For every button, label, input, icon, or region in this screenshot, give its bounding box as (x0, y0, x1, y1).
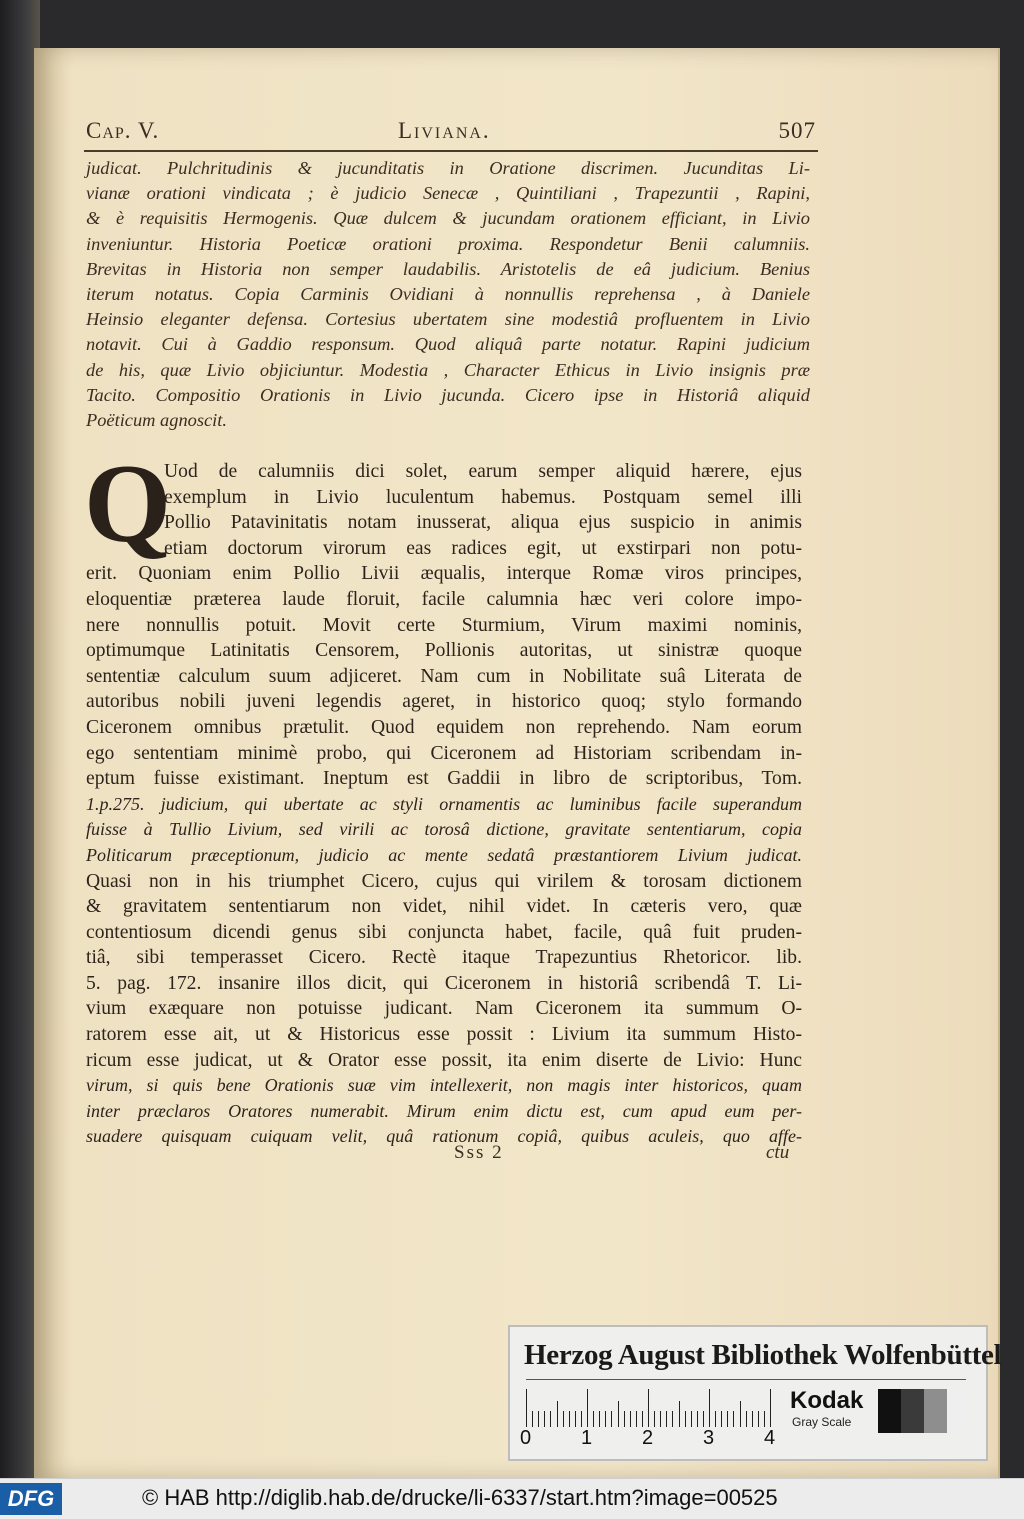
ruler-tick (648, 1389, 649, 1427)
kodak-logo: Kodak (790, 1387, 864, 1414)
ruler-tick (605, 1411, 606, 1427)
ruler-tick (721, 1411, 722, 1427)
ruler-tick (538, 1411, 539, 1427)
ruler-tick (715, 1411, 716, 1427)
signature-mark: Sss 2 (454, 1142, 504, 1163)
gray-swatch (924, 1389, 947, 1433)
summary-line: & è requisitis Hermogenis. Quæ dulcem & jucundam orationem efficiant, in Livio (86, 208, 810, 229)
running-title: Liviana. (398, 118, 491, 143)
ruler-number: 4 (764, 1427, 776, 1449)
text-line: erit. Quoniam enim Pollio Livii æqualis, interque Romæ viros principes, (86, 563, 802, 585)
ruler-tick (691, 1411, 692, 1427)
text-line: ratorem esse ait, ut & Historicus esse possit : Livium ita summum Histo- (86, 1024, 802, 1046)
ruler-tick (557, 1401, 558, 1427)
chapter-summary (86, 156, 810, 433)
text-line: eptum fuisse existimant. Ineptum est Gaddii in libro de scriptoribus, Tom. (86, 768, 802, 790)
gray-swatch (947, 1389, 970, 1433)
ruler-tick (618, 1401, 619, 1427)
ruler-tick (593, 1411, 594, 1427)
header-rule (84, 150, 818, 152)
catchword: ctu (766, 1142, 790, 1163)
ruler-number: 1 (581, 1427, 593, 1449)
text-line: ricum esse judicat, ut & Orator esse possit, ita enim diserte de Livio: Hunc (86, 1049, 802, 1071)
text-line: 1.p.275. judicium, qui ubertate ac styli ornamentis ac luminibus facile superandum (86, 793, 802, 814)
text-line: exemplum in Livio luculentum habemus. Postquam semel illi (164, 486, 802, 508)
ruler-tick (611, 1411, 612, 1427)
running-header (86, 118, 816, 148)
ruler-tick (770, 1389, 771, 1427)
target-divider (526, 1379, 966, 1380)
summary-line: judicat. Pulchritudinis & jucunditatis in Oratione discrimen. Jucunditas Li- (86, 158, 810, 178)
ruler-tick (733, 1411, 734, 1427)
summary-line: Poëticum agnoscit. (86, 410, 227, 431)
text-line: Quasi non in his triumphet Cicero, cujus qui virilem & torosam dictionem (86, 870, 802, 892)
ruler-tick (764, 1411, 765, 1427)
text-line: Ciceronem omnibus prætulit. Quod equidem non reprehendo. Nam eorum (86, 716, 802, 738)
text-line: & gravitatem sententiarum non videt, nihil videt. In cæteris vero, quæ (86, 896, 802, 918)
gray-scale-label: Gray Scale (792, 1415, 852, 1429)
text-line: suadere quisquam cuiquam velit, quâ rationum copiâ, quibus aculeis, quo affe- (86, 1126, 802, 1147)
ruler-tick (685, 1411, 686, 1427)
text-line: eloquentiæ præterea laude floruit, facile calumnia hæc veri colore impo- (86, 588, 802, 610)
summary-line: vianæ orationi vindicata ; è judicio Senecæ , Quintiliani , Trapezuntii , Rapini, (86, 183, 810, 204)
ruler-tick (624, 1411, 625, 1427)
ruler-tick (563, 1411, 564, 1427)
ruler-tick (679, 1401, 680, 1427)
ruler-number: 3 (703, 1427, 715, 1449)
ruler-tick (703, 1411, 704, 1427)
text-line: inter præclaros Oratores numerabit. Mirum enim dictu est, cum apud eum per- (86, 1100, 802, 1121)
summary-line: inveniuntur. Historia Poeticæ orationi proxima. Respondetur Benii calumniis. (86, 233, 810, 254)
text-line: 5. pag. 172. insanire illos dicit, qui Ciceronem in historiâ scribendâ T. Li- (86, 972, 802, 994)
text-line: Politicarum præceptionum, judicio ac mente sedatâ præstantiorem Livium judicat. (86, 844, 802, 865)
color-target-card (508, 1325, 1002, 1461)
ruler-tick (575, 1411, 576, 1427)
main-text (86, 459, 802, 1150)
ruler-tick (752, 1411, 753, 1427)
ruler-tick (630, 1411, 631, 1427)
ruler-tick (581, 1411, 582, 1427)
page-number: 507 (778, 118, 816, 143)
ruler-number: 0 (520, 1427, 532, 1449)
text-line: contentiosum dicendi genus sibi conjuncta habet, facile, quâ fuit pruden- (86, 921, 802, 943)
summary-line: Brevitas in Historia non semper laudabilis. Aristotelis de eâ judicium. Benius (86, 258, 810, 279)
text-line: ego sententiam minimè probo, qui Ciceronem ad Historiam scribendam in- (86, 742, 802, 764)
gray-swatch (878, 1389, 901, 1433)
ruler-tick (746, 1411, 747, 1427)
text-line: virum, si quis bene Orationis suæ vim intellexerit, non magis inter historicos, quam (86, 1075, 802, 1096)
copyright-url[interactable]: © HAB http://diglib.hab.de/drucke/li-6337/start.htm?image=00525 (142, 1485, 778, 1510)
summary-line: Tacito. Compositio Orationis in Livio jucunda. Cicero ipse in Historiâ aliquid (86, 384, 810, 405)
ruler-tick (636, 1411, 637, 1427)
ruler-tick (758, 1411, 759, 1427)
ruler-tick (569, 1411, 570, 1427)
text-line: Uod de calumniis dici solet, earum semper aliquid hærere, ejus (164, 461, 802, 482)
text-line: tiâ, sibi temperasset Cicero. Rectè itaque Trapezuntius Rhetoricor. lib. (86, 947, 802, 969)
drop-capital: Q (84, 442, 172, 566)
library-name: Herzog August Bibliothek Wolfenbüttel (524, 1339, 1002, 1371)
ruler-tick (642, 1411, 643, 1427)
ruler-tick (727, 1411, 728, 1427)
text-line: nere nonnullis potuit. Movit certe Sturmium, Virum maximi nominis, (86, 614, 802, 636)
ruler-tick (544, 1411, 545, 1427)
text-line: sententiæ calculum suum adjiceret. Nam cum in Nobilitate suâ Literata de (86, 665, 802, 687)
text-line: autoribus nobili juveni legendis ageret, in historico quoq; stylo formando (86, 691, 802, 713)
summary-line: notavit. Cui à Gaddio responsum. Quod aliquâ parte notatur. Rapini judicium (86, 334, 810, 355)
gray-swatch (901, 1389, 924, 1433)
dfg-logo[interactable]: DFG (0, 1483, 62, 1515)
ruler-tick (654, 1411, 655, 1427)
ruler-tick (709, 1389, 710, 1427)
text-line: fuisse à Tullio Livium, sed virili ac torosâ dictione, gravitate sententiarum, copia (86, 819, 802, 840)
ruler-number: 2 (642, 1427, 654, 1449)
chapter-label: Cap. V. (86, 118, 160, 143)
footer-bar (0, 1478, 1024, 1519)
ruler-numbers (520, 1427, 780, 1451)
ruler-scale (526, 1385, 776, 1427)
text-line: vium exæquare non potuisse judicant. Nam Ciceronem ita summum O- (86, 998, 802, 1020)
ruler-tick (672, 1411, 673, 1427)
ruler-tick (666, 1411, 667, 1427)
ruler-tick (599, 1411, 600, 1427)
text-line: Pollio Patavinitatis notam inusserat, aliqua ejus suspicio in animis (164, 512, 802, 534)
ruler-tick (526, 1389, 527, 1427)
text-line: etiam doctorum virorum eas radices egit, ut exstirpari non potu- (164, 537, 802, 559)
text-line: optimumque Latinitatis Censorem, Pollionis autoritas, ut sinistræ quoque (86, 640, 802, 662)
ruler-tick (587, 1389, 588, 1427)
ruler-tick (550, 1411, 551, 1427)
summary-line: de his, quæ Livio objiciuntur. Modestia , Character Ethicus in Livio insignis præ (86, 359, 810, 380)
ruler-tick (532, 1411, 533, 1427)
summary-line: Heinsio eleganter defensa. Cortesius ubertatem sine modestiâ profluentem in Livio (86, 309, 810, 330)
summary-line: iterum notatus. Copia Carminis Ovidiani à nonnullis reprehensa , à Daniele (86, 284, 810, 305)
ruler-tick (660, 1411, 661, 1427)
ruler-tick (697, 1411, 698, 1427)
ruler-tick (740, 1401, 741, 1427)
